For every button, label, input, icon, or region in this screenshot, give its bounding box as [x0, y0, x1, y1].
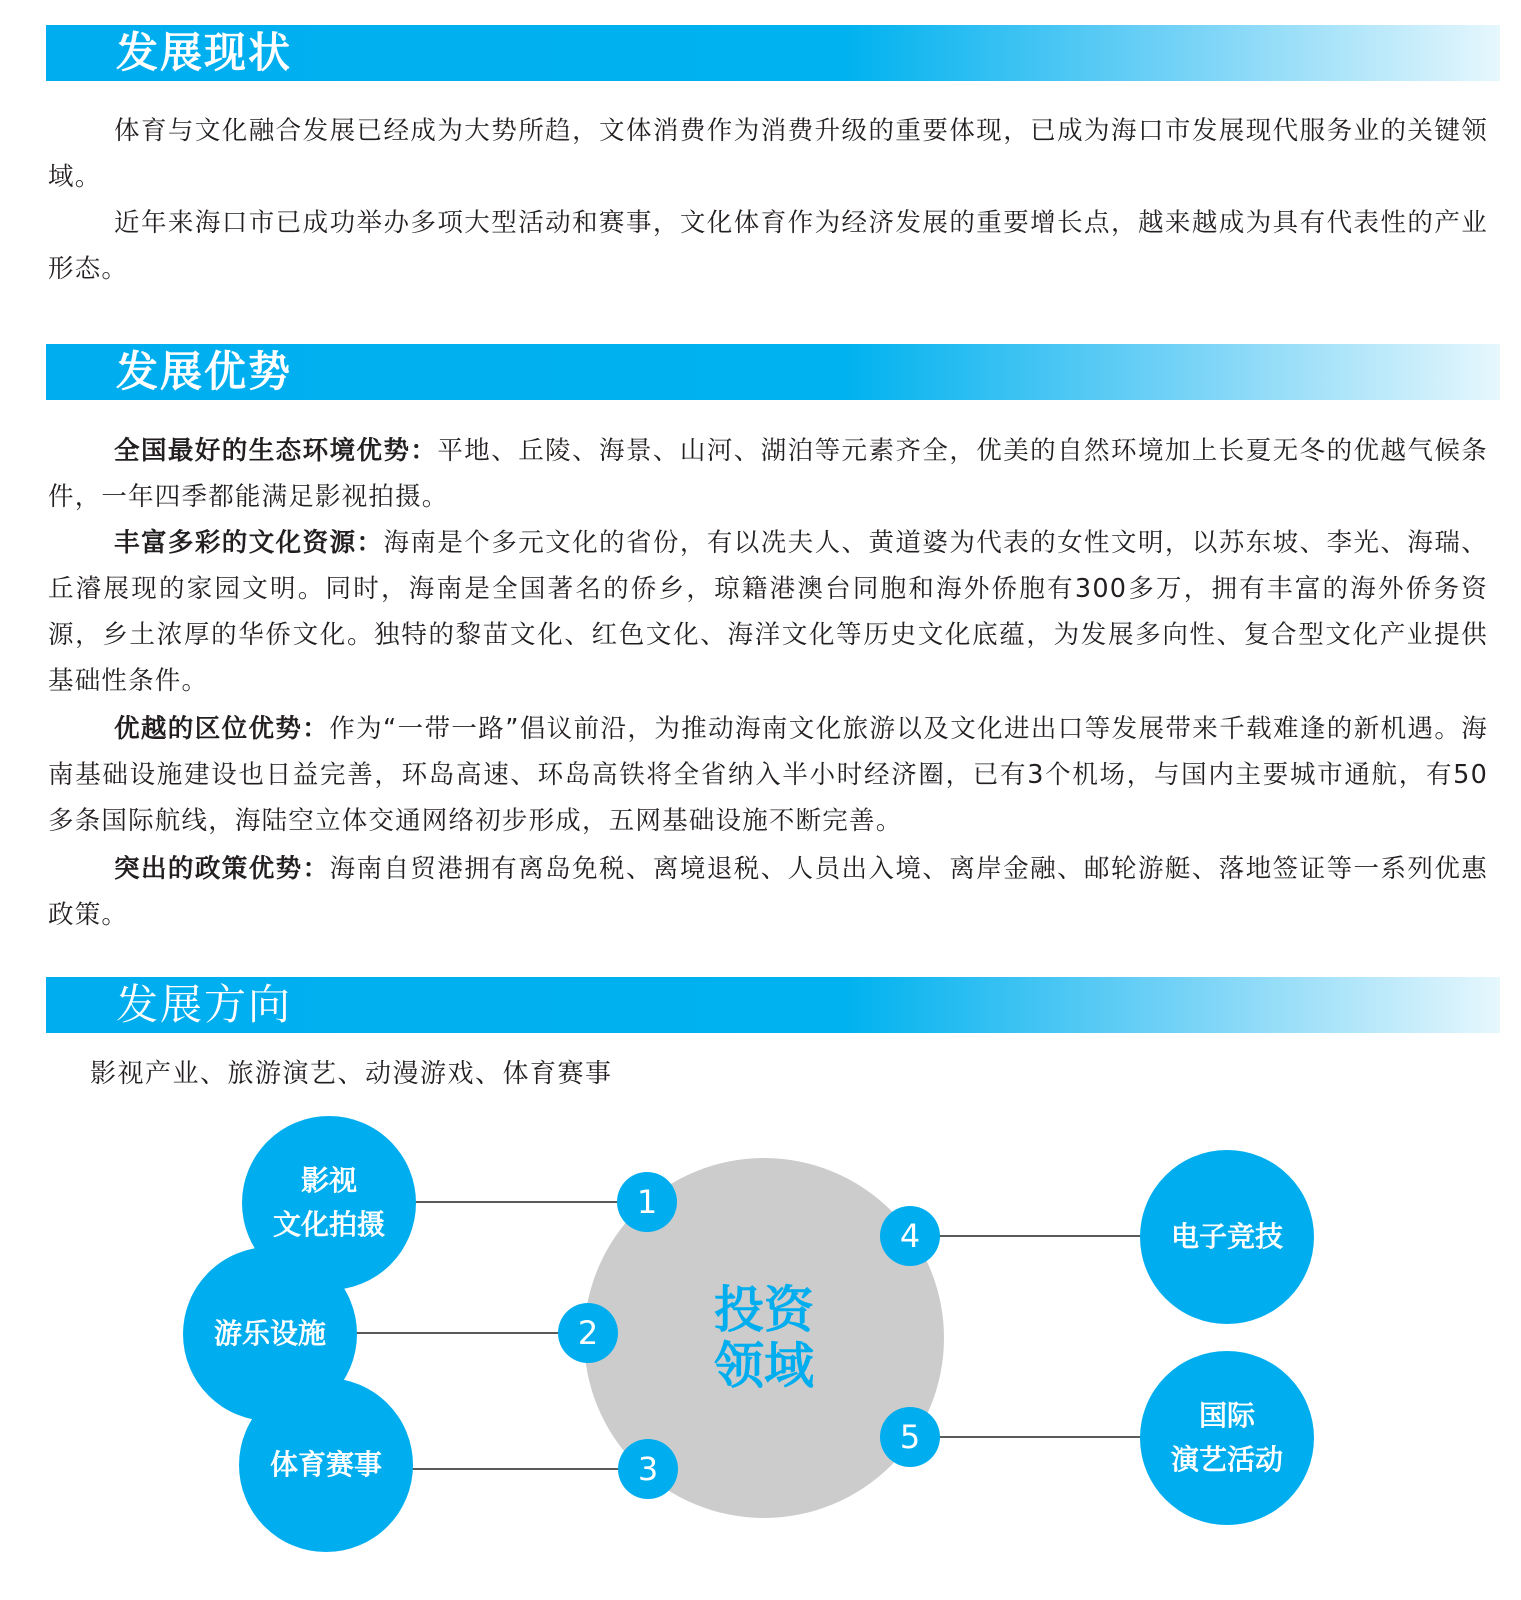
advantage-location	[48, 706, 1488, 844]
status-paragraph-2: 近年来海口市已成功举办多项大型活动和赛事，文化体育作为经济发展的重要增长点，越来越成为具有代表性的产业形态。	[48, 208, 1488, 284]
advantage-heading: 丰富多彩的文化资源：	[114, 528, 384, 558]
section-title: 发展优势	[116, 347, 293, 396]
node-label: 体育赛事	[269, 1448, 382, 1481]
node-label: 影视	[300, 1164, 357, 1197]
advantage-ecology	[48, 428, 1488, 520]
node-circle-performance	[1140, 1351, 1314, 1525]
connector-line	[355, 1332, 560, 1334]
advantage-heading: 突出的政策优势：	[114, 854, 330, 884]
connector-line	[410, 1201, 620, 1203]
advantage-heading: 优越的区位优势：	[114, 714, 330, 744]
node-label: 国际	[1198, 1399, 1255, 1432]
section-header-status	[46, 25, 1500, 81]
number-badge-4: 4	[880, 1206, 940, 1266]
advantage-heading: 全国最好的生态环境优势：	[114, 436, 438, 466]
connector-line	[938, 1436, 1143, 1438]
advantage-text: 作为“一带一路”倡议前沿，为推动海南文化旅游以及文化进出口等发展带来千载难逢的新机遇。海南基础设施建设也日益完善，环岛高速、环岛高铁将全省纳入半小时经济圈，已有3个机场，与国内主要城市通航，有50多条国际航线，海陆空立体交通网络初步形成，五网基础设施不断完善。	[48, 714, 1488, 836]
direction-summary: 影视产业、旅游演艺、动漫游戏、体育赛事	[90, 1059, 613, 1089]
hub-label-line1: 投资	[714, 1281, 814, 1339]
node-label: 游乐设施	[213, 1317, 326, 1350]
node-label: 演艺活动	[1170, 1443, 1283, 1476]
number-badge-2: 2	[558, 1303, 618, 1363]
hub-label-line2: 领域	[714, 1337, 814, 1395]
advantage-text: 平地、丘陵、海景、山河、湖泊等元素齐全，优美的自然环境加上长夏无冬的优越气候条件，一年四季都能满足影视拍摄。	[48, 436, 1488, 512]
node-label: 文化拍摄	[272, 1208, 385, 1241]
number-badge-3: 3	[618, 1439, 678, 1499]
advantage-culture	[48, 520, 1488, 704]
node-circle-esports	[1140, 1150, 1314, 1324]
advantage-policy	[48, 846, 1488, 938]
advantage-text: 海南自贸港拥有离岛免税、离境退税、人员出入境、离岸金融、邮轮游艇、落地签证等一系列优惠政策。	[48, 854, 1488, 930]
status-paragraph-1: 体育与文化融合发展已经成为大势所趋，文体消费作为消费升级的重要体现，已成为海口市发展现代服务业的关键领域。	[48, 116, 1488, 192]
number-badge-1: 1	[617, 1172, 677, 1232]
section-header-advantages	[46, 344, 1500, 400]
number-badge-5: 5	[880, 1407, 940, 1467]
section-title: 发展方向	[116, 980, 293, 1029]
section-header-direction	[46, 977, 1500, 1033]
node-circle-sports	[239, 1378, 413, 1552]
connector-line	[938, 1235, 1143, 1237]
connector-line	[410, 1468, 620, 1470]
advantage-text: 海南是个多元文化的省份，有以冼夫人、黄道婆为代表的女性文明，以苏东坡、李光、海瑞、丘濬展现的家园文明。同时，海南是全国著名的侨乡，琼籍港澳台同胞和海外侨胞有300多万，拥有丰富的海外侨务资源，乡土浓厚的华侨文化。独特的黎苗文化、红色文化、海洋文化等历史文化底蕴，为发展多向性、复合型文化产业提供基础性条件。	[48, 528, 1488, 696]
section-title: 发展现状	[116, 28, 293, 77]
node-label: 电子竞技	[1170, 1220, 1283, 1253]
